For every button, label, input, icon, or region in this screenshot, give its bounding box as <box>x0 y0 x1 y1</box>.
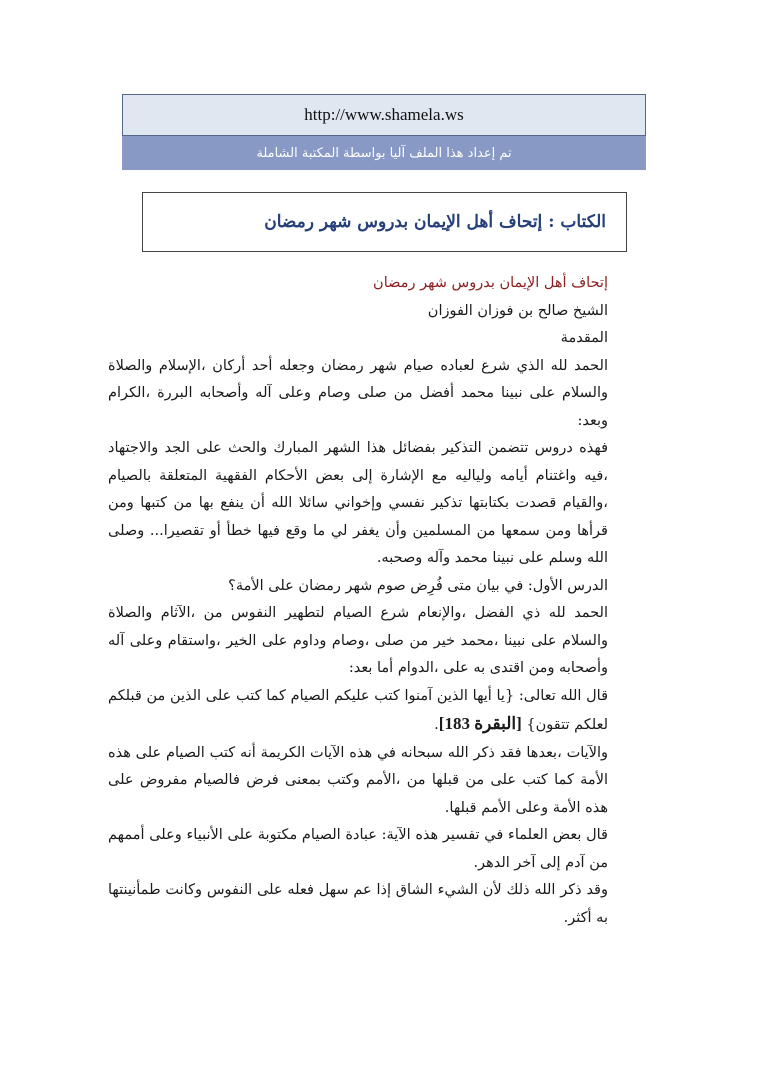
author-name: الشيخ صالح بن فوزان الفوزان <box>427 302 608 319</box>
paragraph-praise: الحمد لله الذي شرع لعباده صيام شهر رمضان وجعله أحد أركان ،الإسلام والصلاة والسلام على نبينا محمد أفضل من صلى وصام وعلى آله وأصحابه البررة ،الكرام وبعد: <box>108 357 608 429</box>
paragraph-verses: والآيات ،بعدها فقد ذكر الله سبحانه في هذه الآيات الكريمة أنه كتب الصيام على هذه الأمة كما كتب على من قبلها من ،الأمم وكتب بمعنى فرض فالصيام مفروض على هذه الأمة وعلى الأمم قبلها. <box>108 744 608 816</box>
lesson-heading: الدرس الأول: في بيان متى فُرِض صوم شهر رمضان على الأمة؟ <box>228 577 608 594</box>
book-title-box <box>142 192 627 252</box>
quran-reference <box>439 714 522 733</box>
document-body <box>108 270 608 932</box>
banner-text: تم إعداد هذا الملف آليا بواسطة المكتبة الشاملة <box>256 145 512 161</box>
quran-text: {يا أيها الذين آمنوا كتب عليكم الصيام كما كتب على الذين من قبلكم لعلكم تتقون} <box>108 687 608 733</box>
intro-heading: المقدمة <box>560 330 608 346</box>
paragraph-lesson-intro: الحمد لله ذي الفضل ،والإنعام شرع الصيام لتطهير النفوس من ،الآثام والصلاة والسلام على نبينا ،محمد خير من صلى ،وصام وداوم على الخير ،واستقام وعلى آله وأصحابه ومن اقتدى به على ،الدوام أما بعد: <box>108 605 608 676</box>
book-title-label: الكتاب : إتحاف أهل الإيمان بدروس شهر رمضان <box>264 212 606 232</box>
quran-end: . <box>434 717 439 733</box>
paragraph-purpose: فهذه دروس تتضمن التذكير بفضائل هذا الشهر المبارك والحث على الجد والاجتهاد ،فيه واغتنام أيامه ولياليه مع الإشارة إلى بعض الأحكام الفقهية المتعلقة بالصيام ،والقيام قصدت بكتابتها تذكير نفسي وإخواني سائلا الله أن ينفع بها من كتبها ومن قرأها ومن سمعها من المسلمين وأن يغفر لي ما وقع فيها خطأ أو تقصيرا... وصلى الله وسلم على نبينا محمد وآله وصحبه. <box>108 440 608 566</box>
quran-verse-paragraph <box>108 683 608 740</box>
quran-intro: قال الله تعالى: <box>518 687 609 704</box>
website-url-box <box>122 94 646 136</box>
paragraph-scholars: قال بعض العلماء في تفسير هذه الآية: عبادة الصيام مكتوبة على الأنبياء وعلى أممهم من آدم إلى آخر الدهر. <box>108 827 608 871</box>
website-url: http://www.shamela.ws <box>304 105 464 124</box>
paragraph-wisdom: وقد ذكر الله ذلك لأن الشيء الشاق إذا عم سهل فعله على النفوس وكانت طمأنينتها به أكثر. <box>108 882 608 926</box>
document-title: إتحاف أهل الإيمان بدروس شهر رمضان <box>373 275 608 291</box>
quran-ref-name: [البقرة <box>474 714 522 733</box>
quran-ref-number: 183] <box>438 714 470 733</box>
library-banner <box>122 136 646 170</box>
